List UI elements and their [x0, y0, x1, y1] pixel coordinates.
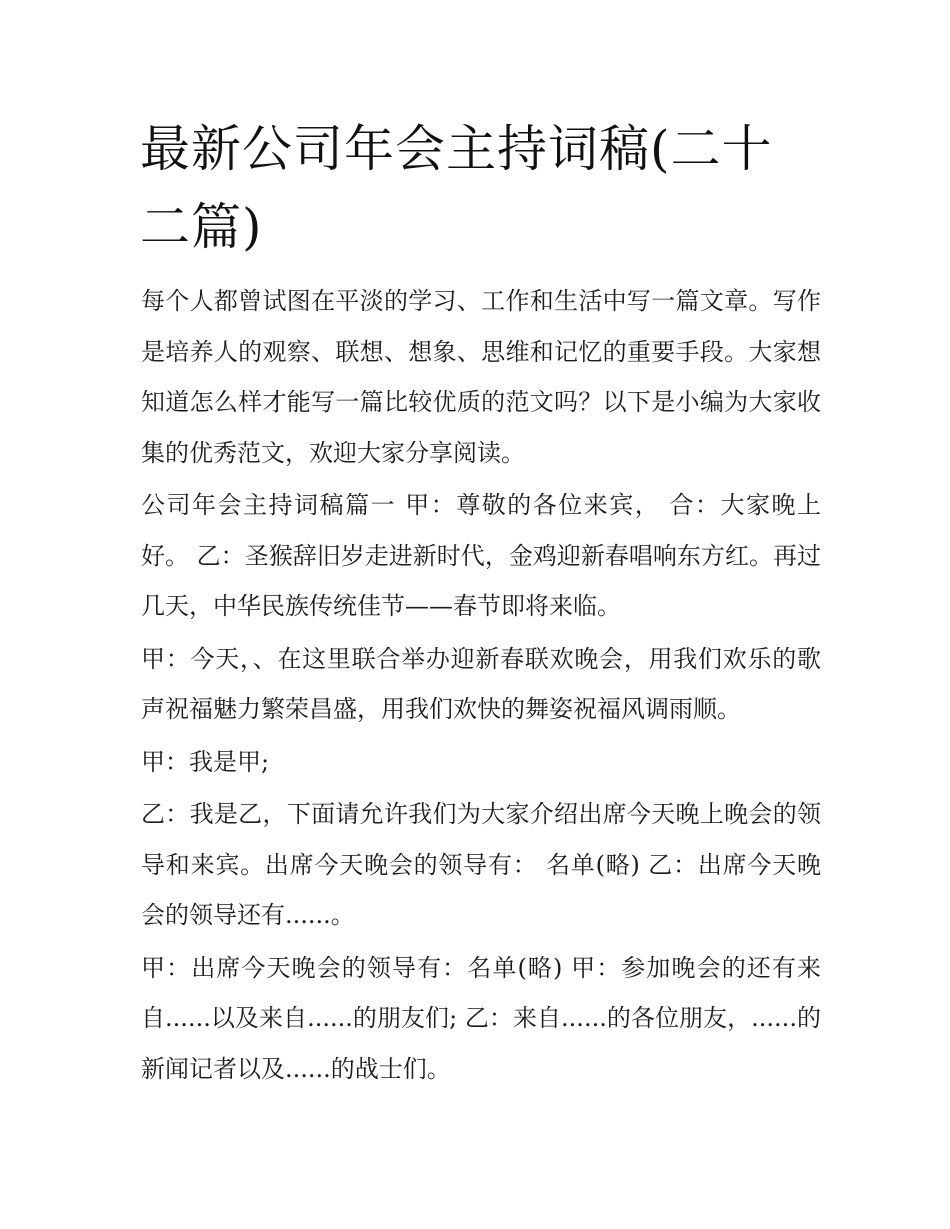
paragraph-jia-guests: 甲：出席今天晚会的领导有：名单(略) 甲：参加晚会的还有来自......以及来自......的朋友们; 乙：来自......的各位朋友，......的新闻记者以及......的战士们。: [141, 953, 821, 1083]
paragraph-jia-today: 甲：今天，、在这里联合举办迎新春联欢晚会，用我们欢乐的歌声祝福魅力繁荣昌盛，用我们欢快的舞姿祝福风调雨顺。: [141, 644, 821, 723]
paragraph-intro: 每个人都曾试图在平淡的学习、工作和生活中写一篇文章。写作是培养人的观察、联想、想象、思维和记忆的重要手段。大家想知道怎么样才能写一篇比较优质的范文吗？以下是小编为大家收集的优秀范文，欢迎大家分享阅读。: [141, 287, 821, 467]
paragraph-opening: 公司年会主持词稿篇一 甲：尊敬的各位来宾， 合：大家晚上好。 乙：圣猴辞旧岁走进新时代，金鸡迎新春唱响东方红。再过几天，中华民族传统佳节——春节即将来临。: [141, 491, 821, 620]
document-title: 最新公司年会主持词稿(二十二篇): [140, 120, 773, 256]
paragraph-yi-leaders: 乙：我是乙，下面请允许我们为大家介绍出席今天晚上晚会的领导和来宾。出席今天晚会的领导有： 名单(略) 乙：出席今天晚会的领导还有......。: [141, 800, 821, 929]
document-body: [141, 276, 821, 1096]
paragraph-jia-intro: 甲：我是甲;: [141, 747, 270, 776]
